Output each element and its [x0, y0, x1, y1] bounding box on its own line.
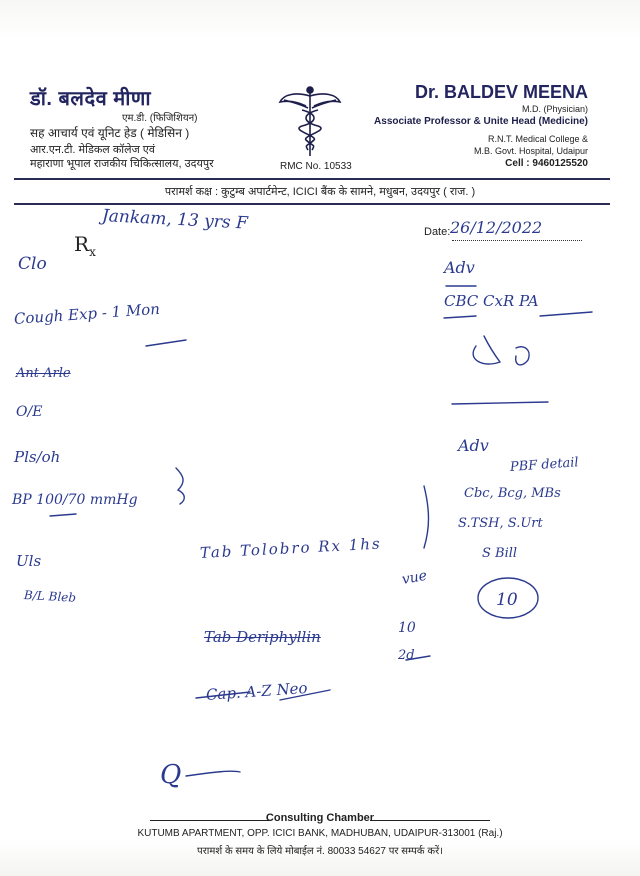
signature: Q	[160, 760, 182, 790]
misc-value-2: vue	[400, 567, 429, 588]
center-note-1: Tab Tolobro Rx 1hs	[199, 534, 383, 562]
patient-info: Jankam, 13 yrs F	[101, 206, 249, 234]
circled-value: 10	[496, 590, 518, 610]
right-note-4: PBF detail	[509, 455, 580, 475]
left-note-4: O/E	[16, 404, 43, 420]
hospital-english: M.B. Govt. Hospital, Udaipur	[473, 146, 588, 156]
footer-title: Consulting Chamber	[265, 812, 375, 824]
cell-number: Cell : 9460125520	[505, 158, 588, 169]
doctor-name-hindi: डॉ. बलदेव मीणा	[30, 88, 152, 110]
right-note-7: S Bill	[482, 546, 518, 561]
footer-hindi-note: परामर्श के समय के लिये मोबाईल नं. 80033 54627 पर सम्पर्क करें।	[197, 846, 443, 857]
consult-address: परामर्श कक्ष : कुटुम्ब अपार्टमेन्ट, ICICI बैंक के सामने, मधुबन, उदयपुर ( राज. )	[164, 186, 476, 198]
left-note-1: Clo	[18, 254, 47, 274]
date-value: 26/12/2022	[450, 218, 543, 237]
misc-value-3: 10	[398, 620, 416, 636]
left-note-8: B/L Bleb	[23, 588, 77, 605]
header-divider-bottom	[14, 203, 610, 205]
misc-value-4: 2d	[398, 648, 415, 663]
header-divider-top	[14, 178, 610, 180]
caduceus-icon	[278, 84, 342, 158]
doctor-degree-english: M.D. (Physician)	[521, 104, 588, 114]
footer-address: KUTUMB APARTMENT, OPP. ICICI BANK, MADHUBAN, UDAIPUR-313001 (Raj.)	[137, 828, 503, 839]
rmc-number: RMC No. 10533	[280, 161, 352, 172]
left-note-6: BP 100/70 mmHg	[12, 492, 138, 508]
designation-hindi: सह आचार्य एवं यूनिट हेड ( मेडिसिन )	[30, 126, 190, 140]
left-note-5: Pls/oh	[14, 448, 61, 466]
right-note-3: Adv	[458, 436, 489, 455]
college-english: R.N.T. Medical College &	[487, 134, 588, 144]
date-line	[452, 240, 582, 241]
designation-english: Associate Professor & Unite Head (Medicine)	[374, 116, 588, 127]
center-note-3: Cap. A-Z Neo	[205, 678, 309, 704]
left-note-2: Cough Exp - 1 Mon	[13, 299, 161, 328]
hospital-hindi: महाराणा भूपाल राजकीय चिकित्सालय, उदयपुर	[30, 158, 214, 170]
rx-symbol: $R_x$	[74, 232, 96, 259]
right-note-5: Cbc, Bcg, MBs	[464, 486, 561, 501]
center-note-2: Tab Deriphyllin	[204, 628, 321, 646]
left-note-7: Uls	[16, 552, 42, 570]
doctor-name-english: Dr. BALDEV MEENA	[414, 82, 588, 102]
left-note-3: Ant Arle	[16, 366, 71, 381]
right-note-6: S.TSH, S.Urt	[458, 516, 543, 531]
right-note-2: CBC CxR PA	[444, 292, 539, 310]
date-label: Date:	[424, 226, 451, 238]
right-note-1: Adv	[444, 258, 475, 277]
college-hindi: आर.एन.टी. मेडिकल कॉलेज एवं	[30, 144, 155, 156]
doctor-degree-hindi: एम.डी. (फिजिशियन)	[122, 113, 198, 124]
